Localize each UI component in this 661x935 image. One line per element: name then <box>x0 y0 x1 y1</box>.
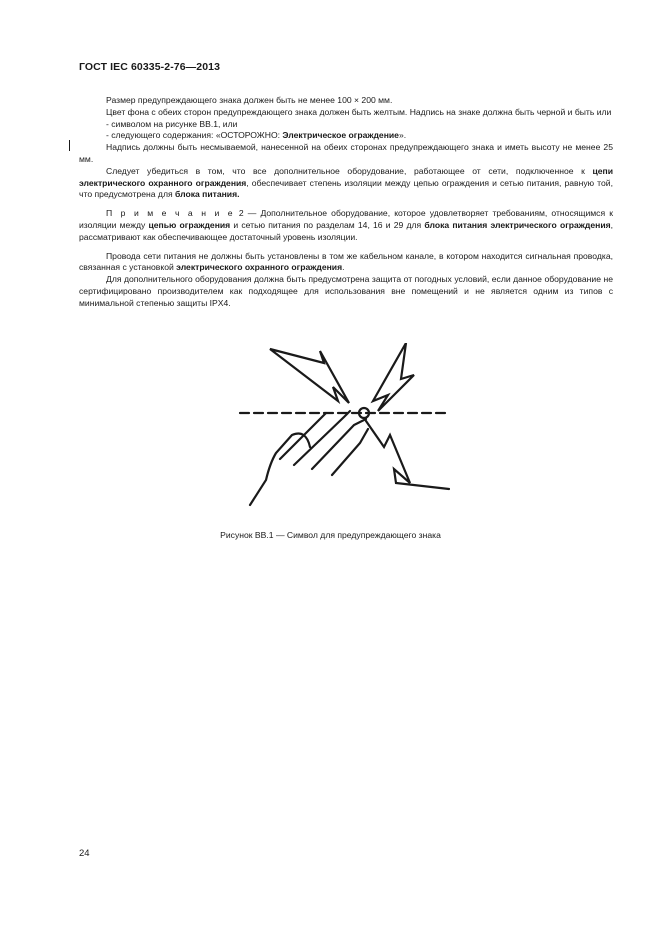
paragraph-sign-size: Размер предупреждающего знака должен быть не менее 100 × 200 мм. <box>106 95 393 105</box>
paragraph-equipment: Следует убедиться в том, что все дополнительное оборудование, работающее от сети, подключенное к цепи электрического охранного ограждения, обеспечивает степень изоляции между цепью ограждения и сетью питания, равную той, что предусмотрена для блока питания. <box>79 165 613 200</box>
list-item-text: - следующего содержания: «ОСТОРОЖНО: Электрическое ограждение». <box>106 130 407 141</box>
paragraph-inscription: Надпись должны быть несмываемой, нанесенной на обеих сторонах предупреждающего знака и иметь высоту не менее 25 мм. <box>79 142 613 164</box>
lightning-bolt-left <box>270 349 349 403</box>
lightning-bolt-bottom <box>366 421 449 489</box>
warning-symbol-figure <box>236 343 450 511</box>
document-header: ГОСТ IEC 60335-2-76—2013 <box>79 61 221 73</box>
hand-icon <box>250 411 368 505</box>
revision-bar <box>69 140 70 151</box>
paragraph-weather: Для дополнительного оборудования должна быть предусмотрена защита от погодных условий, если данное оборудование не сертифицировано производителем как подходящее для использования вне помещений и не является одним из типов с минимальной степенью защиты IPX4. <box>79 274 613 308</box>
list-item-symbol: - символом на рисунке ВВ.1, или <box>106 118 238 129</box>
page-number: 24 <box>79 848 90 859</box>
figure-caption: Рисунок ВВ.1 — Символ для предупреждающего знака <box>220 530 441 540</box>
document-body <box>79 95 613 310</box>
note: П р и м е ч а н и е 2 — Дополнительное оборудование, которое удовлетворяет требованиям, относящимся к изоляции между цепью ограждения и сетью питания по разделам 14, 16 и 29 для блока питания электрического ограждения, рассматривают как обеспечивающее достаточный уровень изоляции. <box>79 208 614 242</box>
lightning-bolt-right <box>373 343 414 411</box>
paragraph-sign-color: Цвет фона с обеих сторон предупреждающего знака должен быть желтым. Надпись на знаке должна быть черной и быть или <box>106 106 612 117</box>
paragraph-wiring: Провода сети питания не должны быть установлены в том же кабельном канале, в котором находится сигнальная проводка, связанная с установкой электрического охранного ограждения. <box>79 250 613 273</box>
